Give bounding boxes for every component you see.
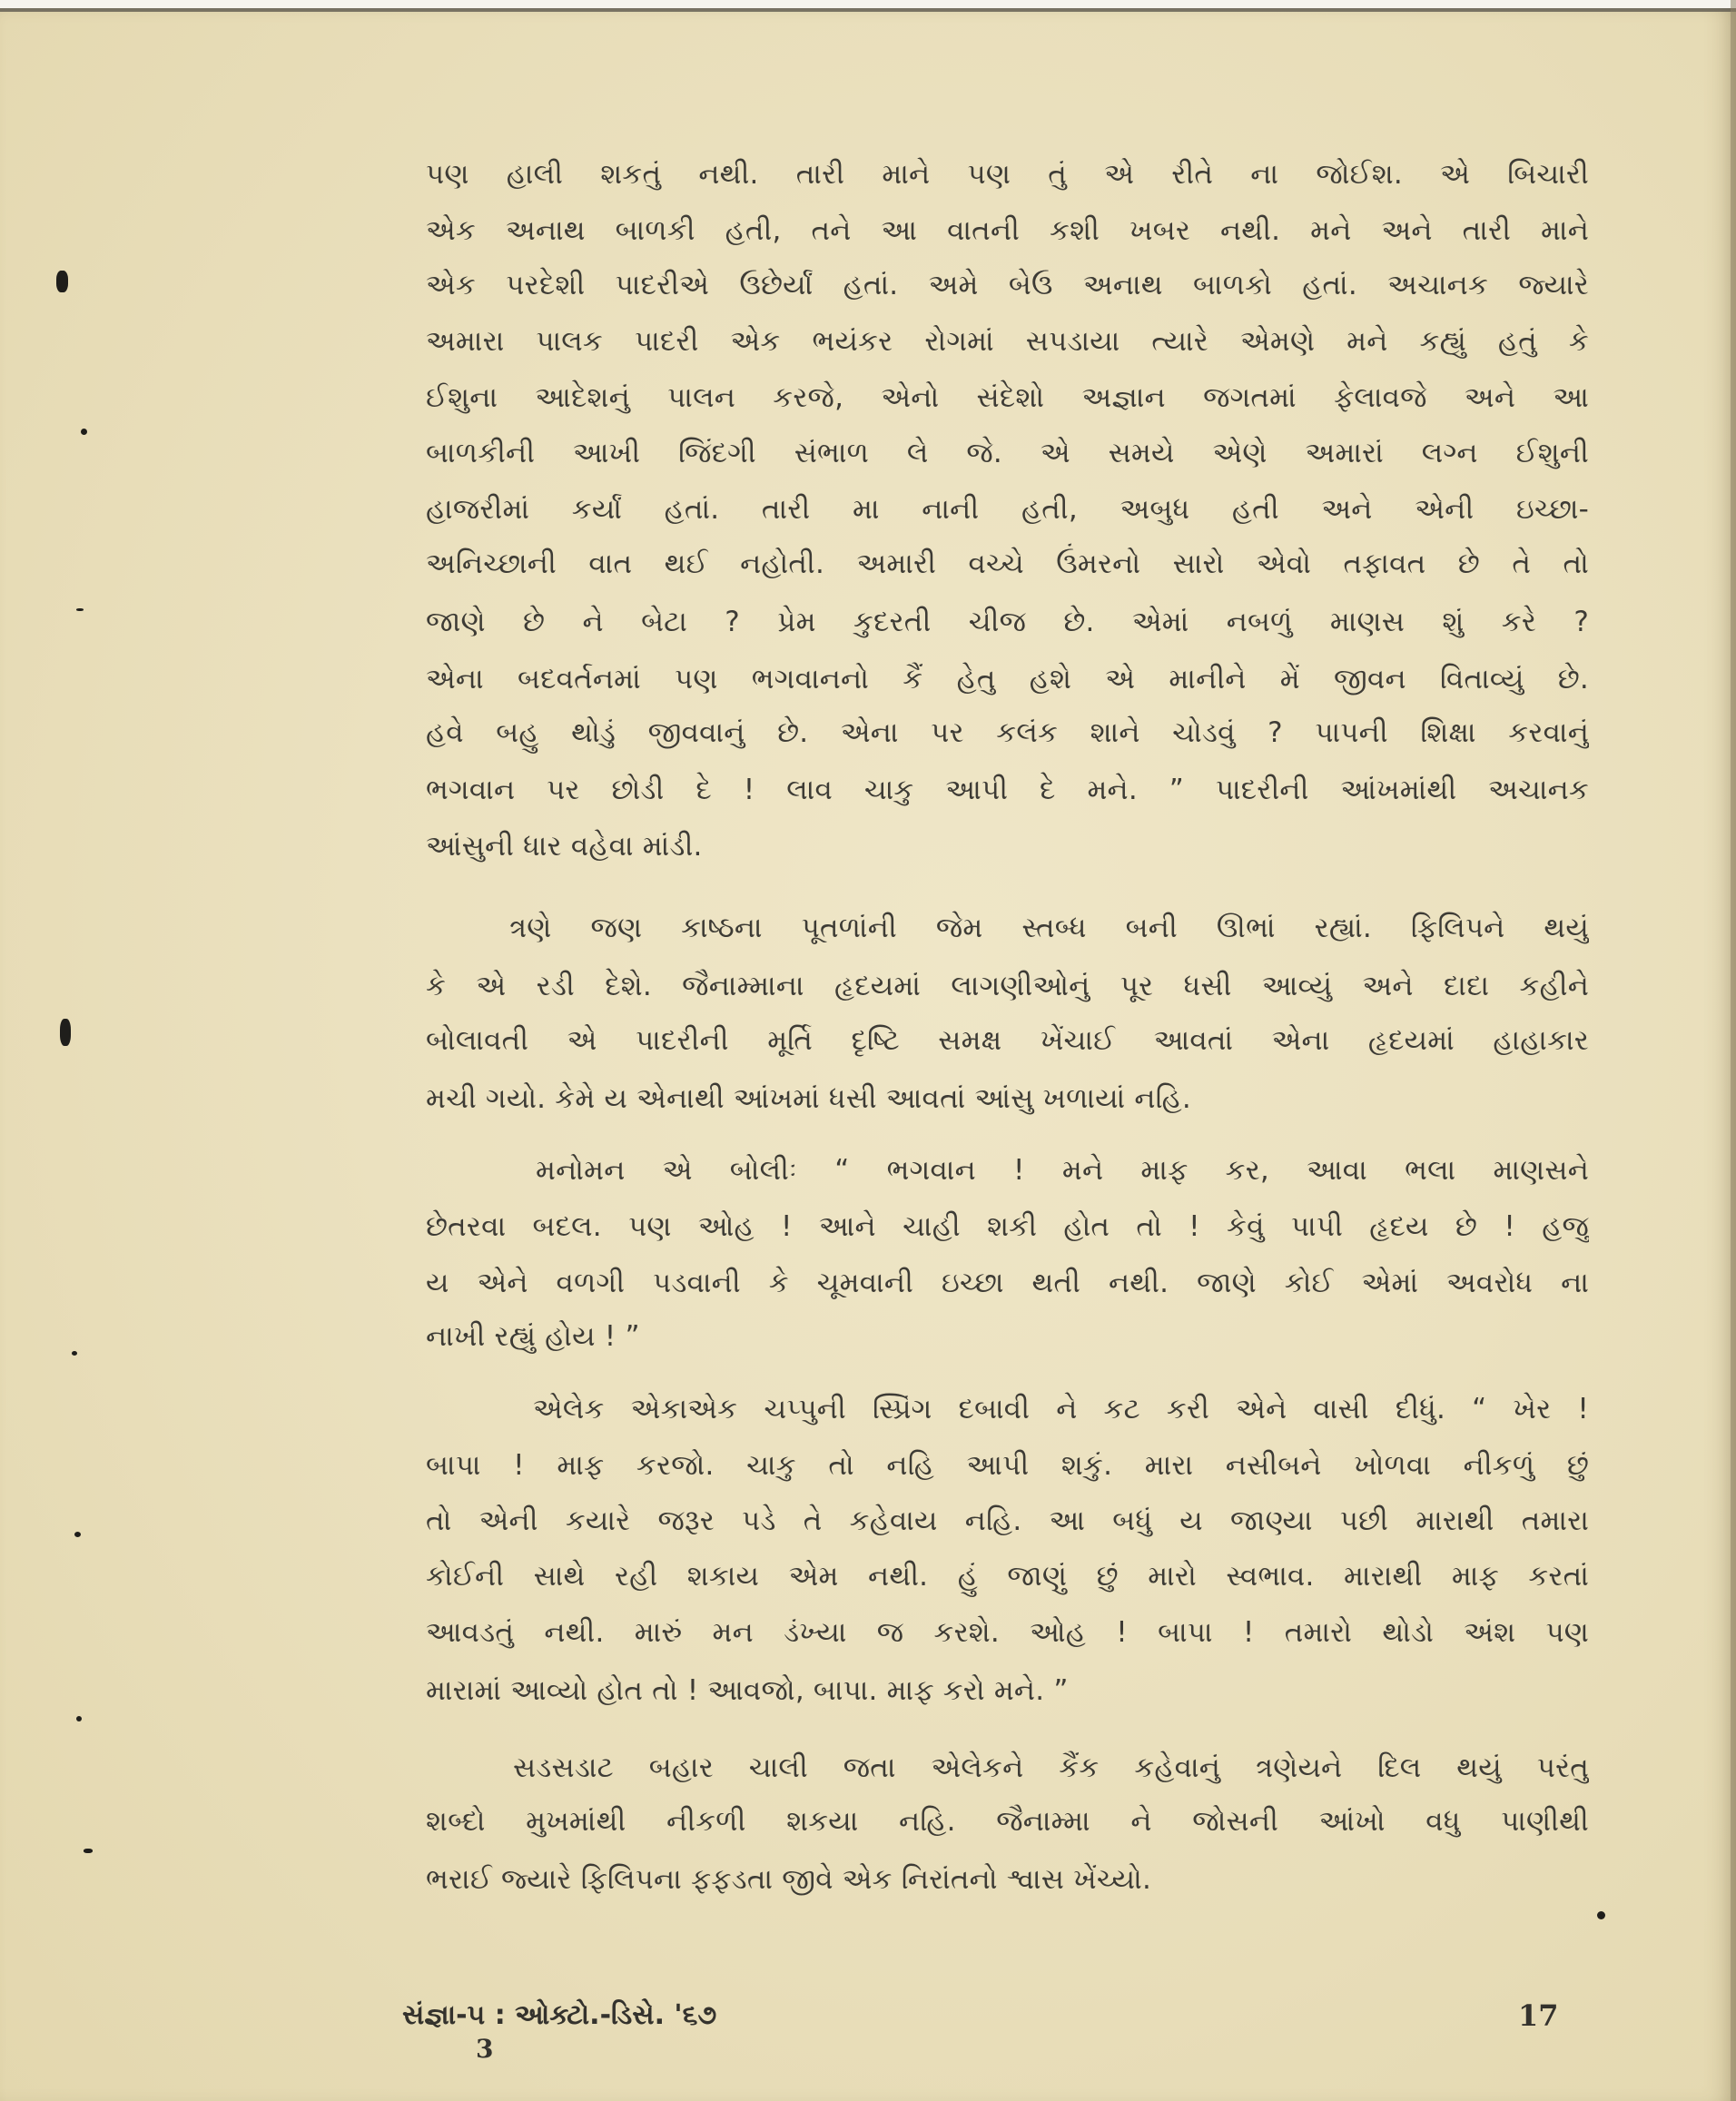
page-number: 17 [1518,1998,1559,2033]
text-line: એક પરદેશી પાદરીએ ઉછેર્યાં હતાં. અમે બેઉ અનાથ બાળકો હતાં. અચાનક જ્યારે [426,269,1589,301]
ink-speck [72,1351,77,1356]
text-line: પણ હાલી શકતું નથી. તારી માને પણ તું એ રીતે ના જોઈશ. એ બિચારી [426,158,1589,191]
ink-speck [84,1849,93,1853]
text-line: શબ્દો મુખમાંથી નીકળી શકયા નહિ. જૈનામ્મા ને જોસની આંખો વધુ પાણીથી [426,1805,1589,1838]
footer-journal-issue: સંજ્ઞા-૫ : ઓક્ટો.-ડિસે. '૬૭ [402,1999,717,2031]
page-right-edge [1731,0,1736,2101]
text-line: એલેક એકાએક ચપ્પુની સ્પ્રિંગ દબાવી ને કટ કરી એને વાસી દીધું. “ ખેર ! [533,1393,1589,1425]
text-line: ઈશુના આદેશનું પાલન કરજે, એનો સંદેશો અજ્ઞાન જગતમાં ફેલાવજે અને આ [426,381,1589,414]
text-line: મારામાં આવ્યો હોત તો ! આવજો, બાપા. માફ કરો મને. ” [426,1674,1069,1707]
text-line: નાખી રહ્યું હોય ! ” [426,1320,640,1353]
ink-speck [81,429,87,435]
text-line: મનોમન એ બોલીઃ “ ભગવાન ! મને માફ કર, આવા ભલા માણસને [536,1154,1589,1187]
text-line: અનિચ્છાની વાત થઈ નહોતી. અમારી વચ્ચે ઉંમરનો સારો એવો તફાવત છે તે તો [426,547,1589,580]
ink-speck [60,1019,71,1046]
text-line: હાજરીમાં કર્યાં હતાં. તારી મા નાની હતી, અબુધ હતી અને એની ઇચ્છા- [426,493,1589,526]
text-line: બાપા ! માફ કરજો. ચાકુ તો નહિ આપી શકું. મારા નસીબને ખોળવા નીકળું છું [426,1449,1589,1482]
ink-speck [1597,1911,1605,1919]
text-line: આવડતું નથી. મારું મન ડંખ્યા જ કરશે. ઓહ ! બાપા ! તમારો થોડો અંશ પણ [426,1616,1589,1649]
text-line: છેતરવા બદલ. પણ ઓહ ! આને ચાહી શકી હોત તો ! કેવું પાપી હૃદય છે ! હજુ [426,1210,1589,1243]
text-line: જાણે છે ને બેટા ? પ્રેમ કુદરતી ચીજ છે. એમાં નબળું માણસ શું કરે ? [426,606,1589,638]
text-line: તો એની કયારે જરૂર પડે તે કહેવાય નહિ. આ બધું ય જાણ્યા પછી મારાથી તમારા [426,1504,1589,1537]
signature-mark: 3 [476,2034,494,2064]
text-line: એક અનાથ બાળકી હતી, તને આ વાતની કશી ખબર નથી. મને અને તારી માને [426,214,1589,247]
ink-speck [74,1532,81,1537]
text-line: ભગવાન પર છોડી દે ! લાવ ચાકુ આપી દે મને. ” પાદરીની આંખમાંથી અચાનક [426,774,1589,806]
text-line: આંસુની ધાર વહેવા માંડી. [426,830,703,863]
page-top-edge [0,0,1736,8]
text-line: એના બદવર્તનમાં પણ ભગવાનનો કૈં હેતુ હશે એ માનીને મેં જીવન વિતાવ્યું છે. [426,663,1589,695]
text-line: મચી ગયો. કેમે ય એનાથી આંખમાં ધસી આવતાં આંસુ ખળાયાં નહિ. [426,1082,1191,1115]
text-line: સડસડાટ બહાર ચાલી જતા એલેકને કૈંક કહેવાનું ત્રણેયને દિલ થયું પરંતુ [513,1751,1589,1784]
text-line: હવે બહુ થોડું જીવવાનું છે. એના પર કલંક શાને ચોડવું ? પાપની શિક્ષા કરવાનું [426,716,1589,749]
text-line: કે એ રડી દેશે. જૈનામ્માના હૃદયમાં લાગણીઓનું પૂર ધસી આવ્યું અને દાદા કહીને [426,970,1589,1002]
text-line: બોલાવતી એ પાદરીની મૂર્તિ દૃષ્ટિ સમક્ષ ખેંચાઈ આવતાં એના હૃદયમાં હાહાકાર [426,1024,1589,1057]
ink-speck [76,608,84,611]
ink-speck [56,271,68,292]
text-line: કોઈની સાથે રહી શકાય એમ નથી. હું જાણું છું મારો સ્વભાવ. મારાથી માફ કરતાં [426,1560,1589,1593]
text-line: અમારા પાલક પાદરી એક ભયંકર રોગમાં સપડાયા ત્યારે એમણે મને કહ્યું હતું કે [426,325,1589,358]
text-line: ય એને વળગી પડવાની કે ચૂમવાની ઇચ્છા થતી નથી. જાણે કોઈ એમાં અવરોધ ના [426,1267,1589,1299]
page-top-rule [0,8,1736,12]
text-line: બાળકીની આખી જિંદગી સંભાળ લે જે. એ સમયે એણે અમારાં લગ્ન ઈશુની [426,437,1589,469]
text-line: ત્રણે જણ કાષ્ઠના પૂતળાંની જેમ સ્તબ્ધ બની ઊભાં રહ્યાં. ફિલિપને થયું [509,912,1589,944]
ink-speck [76,1716,82,1721]
text-line: ભરાઈ જ્યારે ફિલિપના ફફડતા જીવે એક નિરાંતનો શ્વાસ ખેંચ્યો. [426,1863,1152,1896]
